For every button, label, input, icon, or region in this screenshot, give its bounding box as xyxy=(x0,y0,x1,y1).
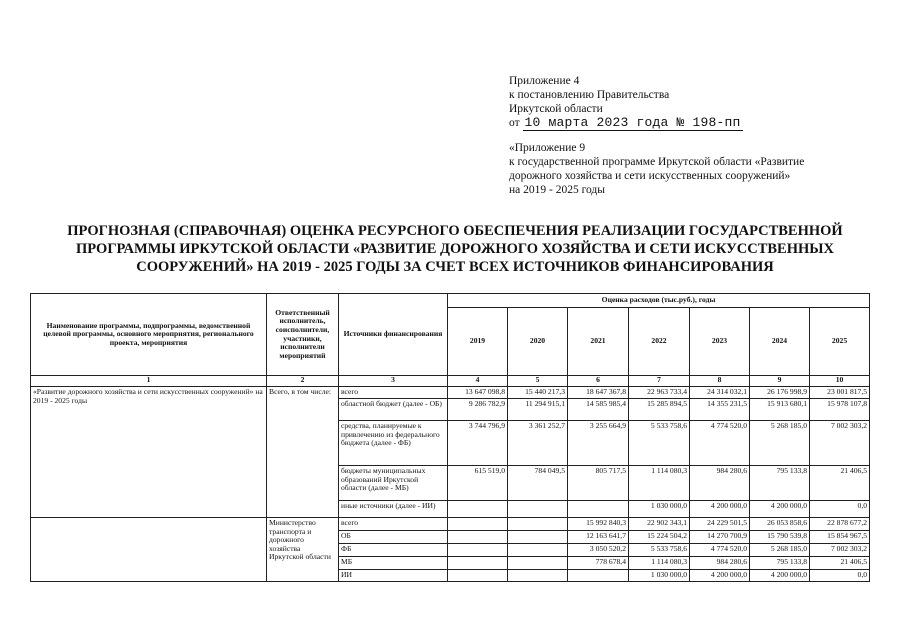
appendix-date xyxy=(509,116,869,130)
value-cell: 4 774 520,0 xyxy=(690,421,750,466)
value-cell: 1 030 000,0 xyxy=(629,501,690,518)
value-cell: 15 913 680,1 xyxy=(750,399,810,421)
value-cell: 5 533 758,6 xyxy=(629,544,690,557)
value-cell: 984 280,6 xyxy=(690,557,750,570)
col-number: 7 xyxy=(629,376,690,387)
appendix-number: Приложение 4 xyxy=(509,75,580,87)
responsible-cell: Министерство транспорта и дорожного хозяйства Иркутской области xyxy=(267,518,339,582)
value-cell xyxy=(448,544,508,557)
value-cell: 15 224 504,2 xyxy=(629,531,690,544)
value-cell xyxy=(448,531,508,544)
appendix9-program: к государственной программе Иркутской области «Развитие xyxy=(509,156,805,168)
value-cell xyxy=(508,518,568,531)
value-cell: 22 878 677,2 xyxy=(810,518,870,531)
value-cell: 15 992 840,3 xyxy=(568,518,629,531)
value-cell: 4 200 000,0 xyxy=(750,501,810,518)
col-number: 10 xyxy=(810,376,870,387)
value-cell: 14 355 231,5 xyxy=(690,399,750,421)
value-cell: 5 268 185,0 xyxy=(750,544,810,557)
value-cell: 984 280,6 xyxy=(690,466,750,501)
value-cell: 0,0 xyxy=(810,501,870,518)
col-header-year: 2020 xyxy=(508,308,568,376)
table-row xyxy=(31,387,870,399)
value-cell: 15 978 107,8 xyxy=(810,399,870,421)
value-cell: 3 361 252,7 xyxy=(508,421,568,466)
col-number: 2 xyxy=(267,376,339,387)
value-cell: 1 114 080,3 xyxy=(629,466,690,501)
value-cell: 805 717,5 xyxy=(568,466,629,501)
value-cell: 15 854 967,5 xyxy=(810,531,870,544)
col-number: 1 xyxy=(31,376,267,387)
value-cell xyxy=(448,518,508,531)
source-cell: всего xyxy=(339,518,448,531)
value-cell: 3 255 664,9 xyxy=(568,421,629,466)
value-cell: 1 114 080,3 xyxy=(629,557,690,570)
value-cell: 15 440 217,3 xyxy=(508,387,568,399)
col-header-year: 2021 xyxy=(568,308,629,376)
value-cell: 0,0 xyxy=(810,570,870,582)
value-cell: 11 294 915,1 xyxy=(508,399,568,421)
value-cell: 615 519,0 xyxy=(448,466,508,501)
value-cell: 21 406,5 xyxy=(810,557,870,570)
value-cell: 12 163 641,7 xyxy=(568,531,629,544)
value-cell: 13 647 098,8 xyxy=(448,387,508,399)
appendix-header xyxy=(509,74,869,197)
value-cell xyxy=(448,501,508,518)
value-cell: 3 744 796,9 xyxy=(448,421,508,466)
value-cell: 5 533 758,6 xyxy=(629,421,690,466)
appendix9-number: «Приложение 9 xyxy=(509,142,586,154)
value-cell: 21 406,5 xyxy=(810,466,870,501)
value-cell: 4 774 520,0 xyxy=(690,544,750,557)
appendix9-program-cont: дорожного хозяйства и сети искусственных сооружений» xyxy=(509,170,791,182)
value-cell: 4 200 000,0 xyxy=(690,501,750,518)
value-cell xyxy=(508,544,568,557)
col-header-year: 2019 xyxy=(448,308,508,376)
value-cell xyxy=(508,501,568,518)
value-cell: 4 200 000,0 xyxy=(750,570,810,582)
value-cell: 22 902 343,1 xyxy=(629,518,690,531)
value-cell: 795 133,8 xyxy=(750,557,810,570)
source-cell: средства, планируемые к привлечению из федерального бюджета (далее - ФБ) xyxy=(339,421,448,466)
title-line-2: ПРОГРАММЫ ИРКУТСКОЙ ОБЛАСТИ «РАЗВИТИЕ ДОРОЖНОГО ХОЗЯЙСТВА И СЕТИ ИСКУССТВЕННЫХ xyxy=(76,241,834,257)
value-cell: 22 963 733,4 xyxy=(629,387,690,399)
col-header-year: 2022 xyxy=(629,308,690,376)
col-header-year: 2024 xyxy=(750,308,810,376)
col-number: 6 xyxy=(568,376,629,387)
handwritten-date: 10 марта 2023 года № 198-пп xyxy=(524,115,741,130)
value-cell: 3 050 520,2 xyxy=(568,544,629,557)
title-line-1: ПРОГНОЗНАЯ (СПРАВОЧНАЯ) ОЦЕНКА РЕСУРСНОГО ОБЕСПЕЧЕНИЯ РЕАЛИЗАЦИИ ГОСУДАРСТВЕННОЙ xyxy=(67,223,843,239)
value-cell: 15 790 539,8 xyxy=(750,531,810,544)
col-number: 3 xyxy=(339,376,448,387)
value-cell: 778 678,4 xyxy=(568,557,629,570)
col-number: 9 xyxy=(750,376,810,387)
value-cell: 23 001 817,5 xyxy=(810,387,870,399)
source-cell: ОБ xyxy=(339,531,448,544)
col-header-year: 2025 xyxy=(810,308,870,376)
source-cell: бюджеты муниципальных образований Иркутской области (далее - МБ) xyxy=(339,466,448,501)
value-cell xyxy=(448,557,508,570)
program-name-cell xyxy=(31,518,267,582)
col-header-responsible: Ответственный исполнитель, соисполнители, участники, исполнители мероприятий xyxy=(267,294,339,376)
program-name-cell: «Развитие дорожного хозяйства и сети искусственных сооружений» на 2019 - 2025 годы xyxy=(31,387,267,518)
value-cell: 24 314 032,1 xyxy=(690,387,750,399)
value-cell xyxy=(508,570,568,582)
col-number: 4 xyxy=(448,376,508,387)
value-cell xyxy=(508,557,568,570)
table-row xyxy=(31,518,870,531)
value-cell: 26 053 858,6 xyxy=(750,518,810,531)
value-cell: 5 268 185,0 xyxy=(750,421,810,466)
value-cell xyxy=(568,570,629,582)
col-header-estimate: Оценка расходов (тыс.руб.), годы xyxy=(448,294,870,308)
source-cell: ФБ xyxy=(339,544,448,557)
source-cell: областной бюджет (далее - ОБ) xyxy=(339,399,448,421)
value-cell xyxy=(508,531,568,544)
value-cell: 18 647 367,8 xyxy=(568,387,629,399)
value-cell: 795 133,8 xyxy=(750,466,810,501)
date-prefix: от xyxy=(509,117,520,129)
col-header-year: 2023 xyxy=(690,308,750,376)
value-cell: 9 286 782,9 xyxy=(448,399,508,421)
appendix-decree: к постановлению Правительства xyxy=(509,89,670,101)
value-cell: 24 229 501,5 xyxy=(690,518,750,531)
responsible-cell: Всего, в том числе: xyxy=(267,387,339,518)
appendix-region: Иркутской области xyxy=(509,103,603,115)
appendix9-period: на 2019 - 2025 годы xyxy=(509,184,606,196)
value-cell: 15 285 894,5 xyxy=(629,399,690,421)
col-number: 8 xyxy=(690,376,750,387)
value-cell: 4 200 000,0 xyxy=(690,570,750,582)
col-header-source: Источники финансирования xyxy=(339,294,448,376)
source-cell: МБ xyxy=(339,557,448,570)
value-cell: 14 585 985,4 xyxy=(568,399,629,421)
col-number: 5 xyxy=(508,376,568,387)
source-cell: ИИ xyxy=(339,570,448,582)
value-cell: 784 049,5 xyxy=(508,466,568,501)
source-cell: всего xyxy=(339,387,448,399)
value-cell: 7 002 303,2 xyxy=(810,544,870,557)
value-cell xyxy=(568,501,629,518)
funding-table xyxy=(30,293,870,582)
document-title xyxy=(40,222,870,276)
title-line-3: СООРУЖЕНИЙ» НА 2019 - 2025 ГОДЫ ЗА СЧЕТ ВСЕХ ИСТОЧНИКОВ ФИНАНСИРОВАНИЯ xyxy=(136,259,774,275)
value-cell: 26 176 998,9 xyxy=(750,387,810,399)
source-cell: иные источники (далее - ИИ) xyxy=(339,501,448,518)
col-header-name: Наименование программы, подпрограммы, ведомственной целевой программы, основного мероприятия, регионального проекта, мероприятия xyxy=(31,294,267,376)
value-cell: 7 002 303,2 xyxy=(810,421,870,466)
value-cell: 1 030 000,0 xyxy=(629,570,690,582)
value-cell xyxy=(448,570,508,582)
value-cell: 14 270 700,9 xyxy=(690,531,750,544)
